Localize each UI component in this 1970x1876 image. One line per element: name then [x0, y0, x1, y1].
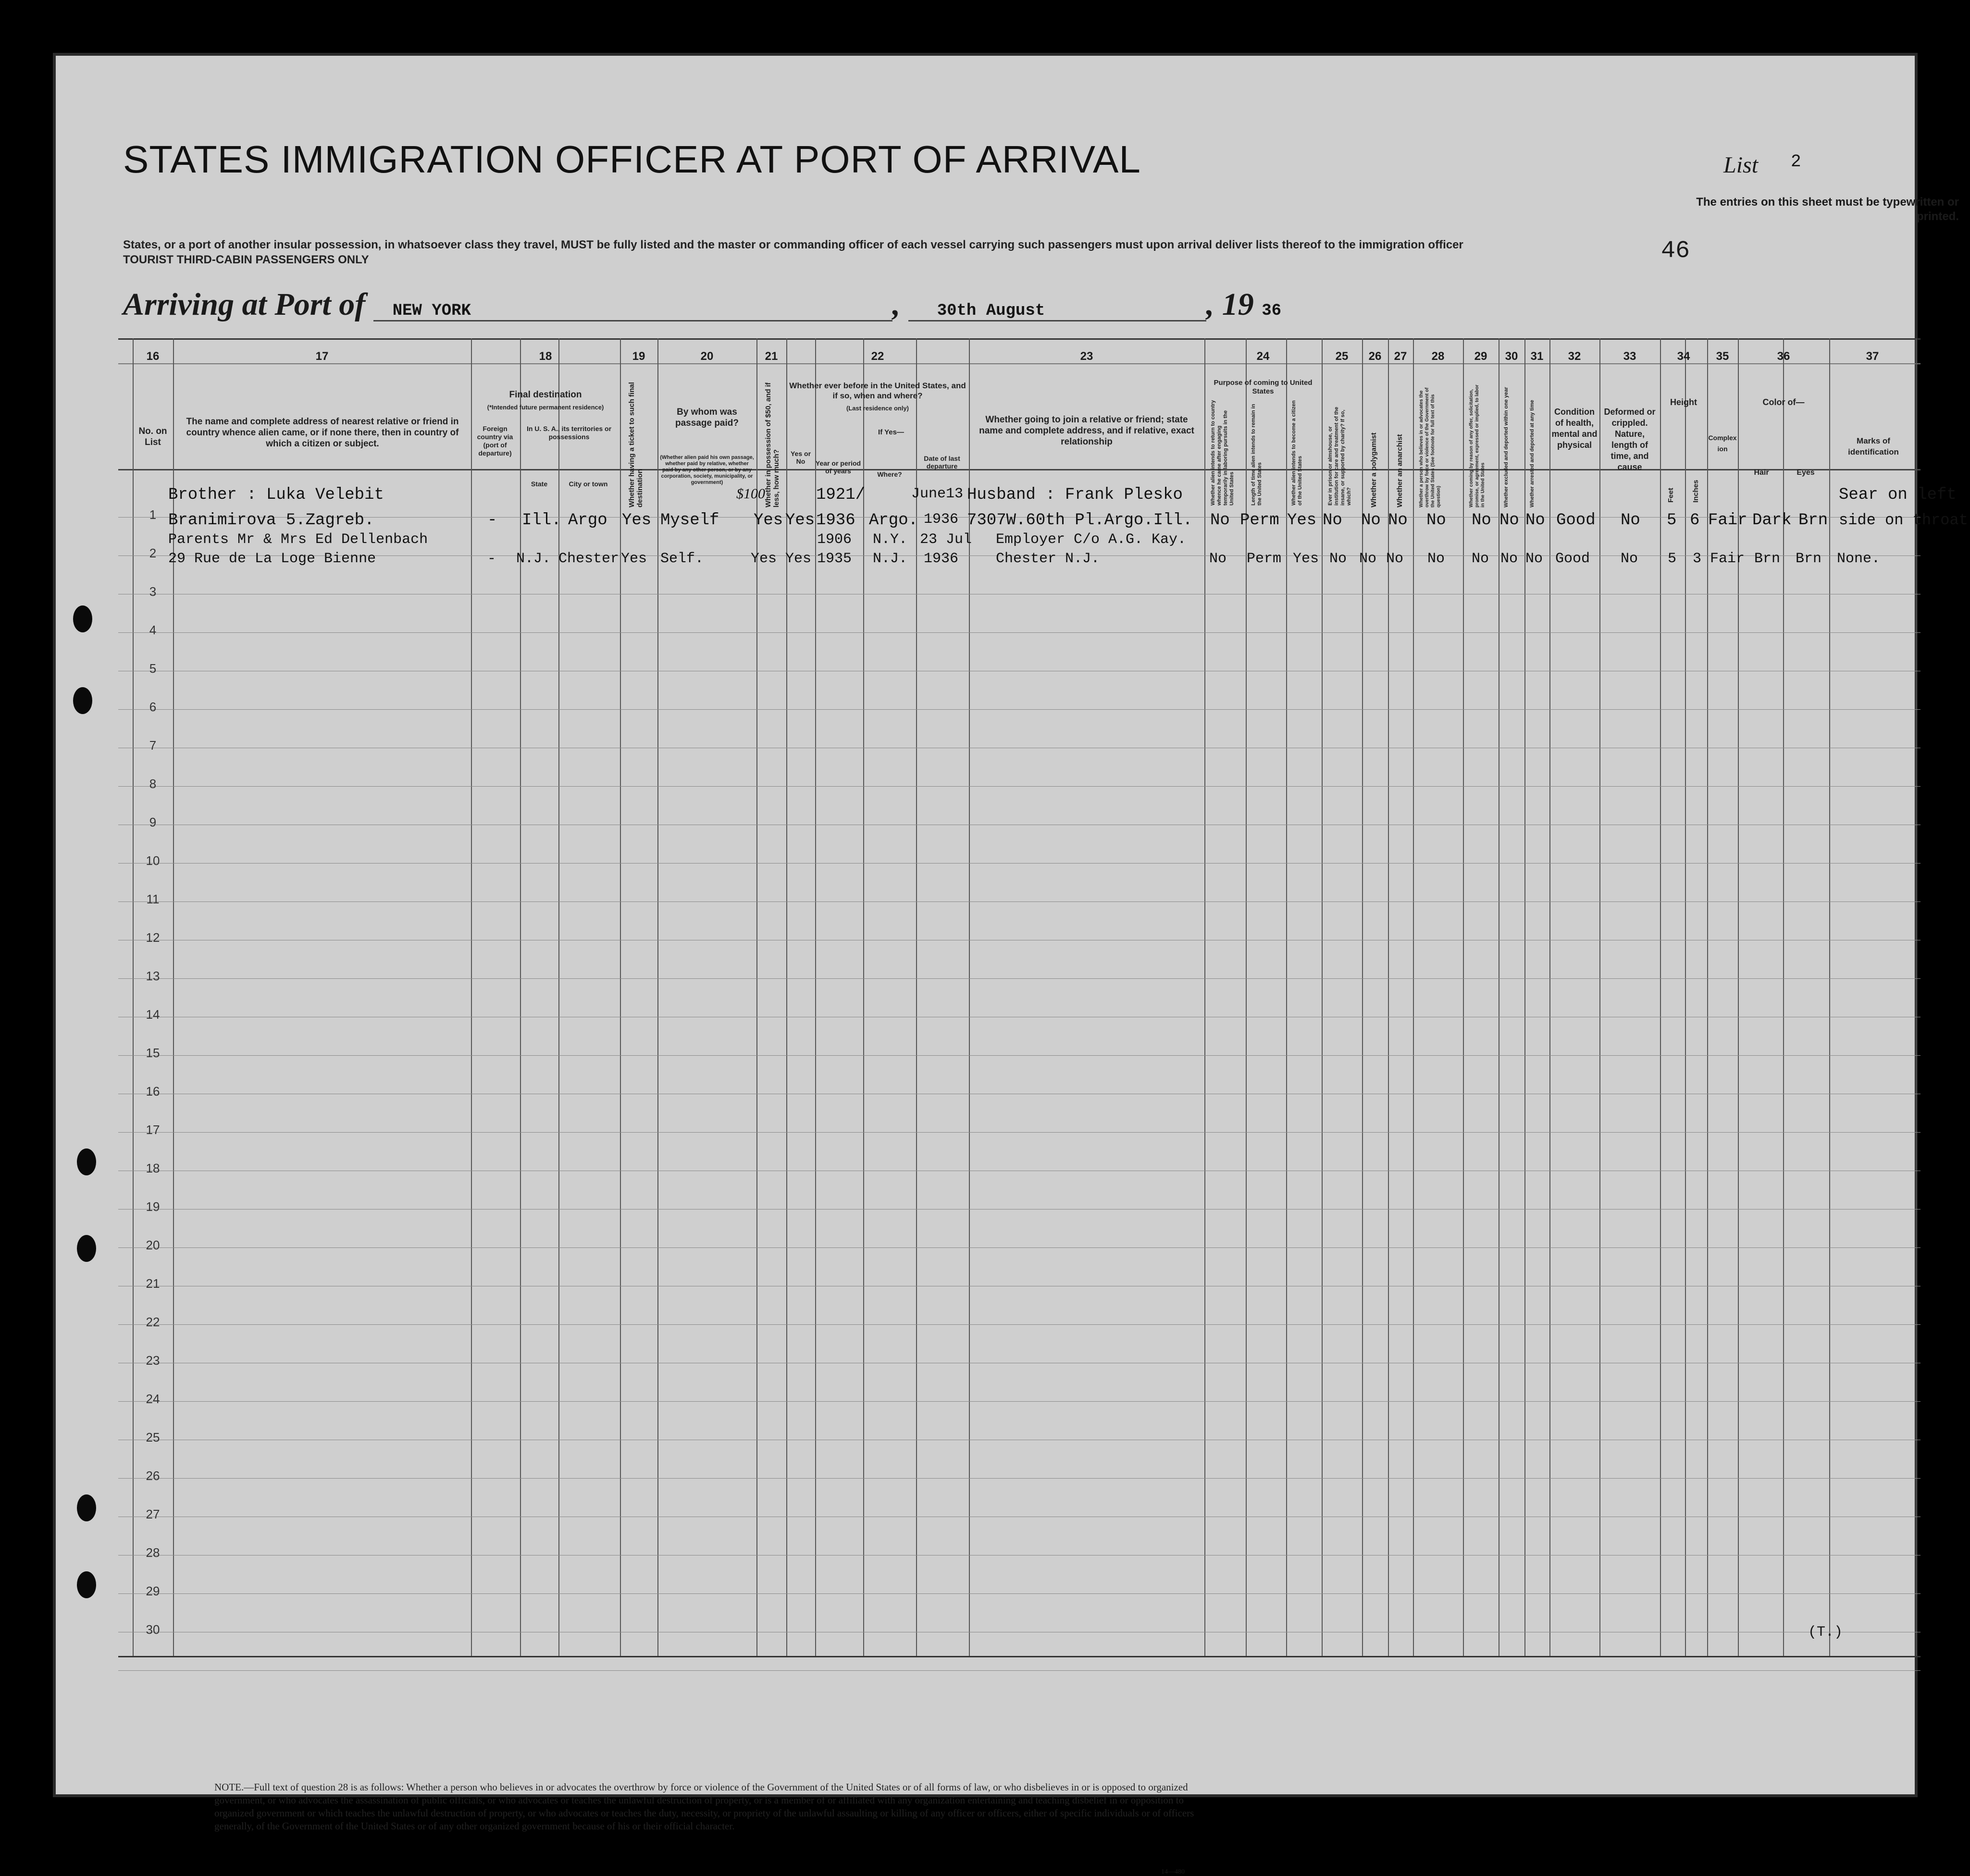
- row2-health: Good: [1555, 551, 1590, 567]
- colnum-23: 23: [1080, 350, 1093, 363]
- row1-money-note: $100: [736, 486, 765, 502]
- punch-hole: [73, 687, 92, 714]
- row2-anarchist: No: [1386, 551, 1404, 567]
- column-rule: [1829, 338, 1830, 1656]
- punch-hole: [77, 1235, 96, 1262]
- colnum-27: 27: [1394, 350, 1407, 363]
- row-number: 10: [146, 853, 160, 868]
- hdr-complexion: Complexion: [1708, 434, 1737, 453]
- colnum-33: 33: [1623, 350, 1636, 363]
- sheet-number: 46: [1661, 237, 1690, 265]
- hdr-final-destination-sub: (*Intended future permanent residence): [487, 404, 604, 411]
- column-rule: [1362, 338, 1363, 1656]
- column-rule: [657, 338, 658, 1656]
- row2-departure-line1: 23 Jul: [920, 531, 972, 548]
- row2-relative-line1: Parents Mr & Mrs Ed Dellenbach: [168, 531, 428, 548]
- hdr-health: Condition of health, mental and physical: [1551, 407, 1598, 450]
- row2-where-line2: N.J.: [873, 551, 908, 567]
- colnum-divider: [118, 363, 1920, 364]
- row-number: 7: [149, 738, 157, 753]
- list-label: List: [1723, 152, 1759, 178]
- row1-length: Perm: [1240, 511, 1279, 530]
- row-number: 17: [146, 1123, 160, 1137]
- row-rule: [118, 978, 1920, 979]
- row-number: 13: [146, 969, 160, 983]
- row-rule: [118, 1132, 1920, 1133]
- row1-departure-line1: June13: [911, 486, 964, 502]
- row2-before: Yes: [785, 551, 812, 567]
- row1-inches: 6: [1690, 511, 1700, 530]
- row-number: 23: [146, 1353, 160, 1368]
- hdr-marks: Marks of identification: [1848, 436, 1899, 457]
- hdr-feet: Feet: [1667, 488, 1675, 503]
- column-rule: [786, 338, 787, 1656]
- colnum-17: 17: [315, 350, 329, 363]
- row1-overthrow: No: [1426, 511, 1446, 530]
- row2-city: Chester: [558, 551, 619, 567]
- row-number: 30: [146, 1622, 160, 1637]
- row1-deformed: No: [1621, 511, 1640, 530]
- punch-hole: [73, 605, 92, 632]
- column-rule: [558, 338, 559, 1656]
- footnote: NOTE.—Full text of question 28 is as follows: Whether a person who believes in or advocates the overthrow by force or violence of the Government of the United States or of all forms of law, or who disbelieves in or is opposed to organized government, or who advocates the assassination of public officials, or who advocates or teaches the unlawful destruction of property, or is a member of or affiliated with any organization entertaining and teaching disbelief in or opposition to organized government or which teaches the unlawful destruction of property, or who advocates or teaches the duty, necessity, or propriety of the unlawful assaulting or killing of any officer or officers, either of specific individuals or of officers generally, of the Government of the United States or of any other organized government because of his or their official character.: [214, 1781, 1194, 1832]
- hdr-inches: Inches: [1692, 480, 1700, 503]
- row-number: 2: [149, 546, 157, 560]
- row-number: 16: [146, 1084, 160, 1098]
- intro-text: [123, 237, 1647, 267]
- colnum-25: 25: [1335, 350, 1349, 363]
- column-rule: [1524, 338, 1525, 1656]
- column-rule: [471, 338, 472, 1656]
- arriving-line: Arriving at Port of NEW YORK , 30th August , 19 36: [123, 287, 1282, 322]
- hdr-if-yes: If Yes—: [878, 428, 904, 436]
- colnum-16: 16: [146, 350, 160, 363]
- row1-return: No: [1210, 511, 1230, 530]
- colnum-37: 37: [1866, 350, 1879, 363]
- list-note: The entries on this sheet must be typewritten or printed.: [1696, 196, 1959, 223]
- column-rule: [1916, 338, 1917, 1656]
- row1-money: Yes: [754, 511, 783, 530]
- row-rule: [118, 1324, 1920, 1325]
- hdr-yes-no: Yes or No: [790, 450, 811, 465]
- hdr-nearest-relative: The name and complete address of nearest relative or friend in country whence alien came, or if none there, then in country of which a citizen or subject.: [186, 417, 459, 449]
- hdr-where: Where?: [877, 470, 902, 478]
- hdr-money: Whether in possession of $50, and if less, how much?: [764, 382, 781, 507]
- hdr-excluded: Whether excluded and deported within one year: [1503, 387, 1509, 507]
- row1-state: Ill.: [522, 511, 561, 530]
- colnum-35: 35: [1716, 350, 1729, 363]
- hdr-eyes: Eyes: [1797, 469, 1815, 477]
- hdr-city: City or town: [569, 480, 608, 488]
- row2-eyes: Brn: [1796, 551, 1822, 567]
- hdr-ever-before-sub: (Last residence only): [846, 405, 909, 412]
- row2-joining-line1: Employer C/o A.G. Kay.: [996, 531, 1187, 548]
- hdr-polygamist: Whether a polygamist: [1370, 432, 1378, 507]
- colnum-32: 32: [1568, 350, 1581, 363]
- row-number: 19: [146, 1199, 160, 1214]
- row-number: 11: [146, 892, 160, 906]
- port-value: NEW YORK: [373, 302, 892, 321]
- column-rule: [1738, 338, 1739, 1656]
- column-rule: [1549, 338, 1550, 1656]
- row-number: 15: [146, 1046, 160, 1060]
- row2-marks-line1: None.: [1837, 551, 1881, 567]
- row1-offer: No: [1472, 511, 1491, 530]
- row1-marks-line1: Sear on left: [1839, 486, 1957, 504]
- hdr-deformed: Deformed or crippled. Nature, length of time, and cause: [1604, 407, 1656, 472]
- row1-where: Argo.: [869, 511, 918, 530]
- row2-where-line1: N.Y.: [873, 531, 908, 548]
- column-rule: [1599, 338, 1600, 1656]
- row1-anarchist: No: [1388, 511, 1408, 530]
- row-rule: [118, 1478, 1920, 1479]
- row2-years-line2: 1935: [817, 551, 852, 567]
- row-number: 9: [149, 815, 157, 829]
- row1-eyes: Brn: [1798, 511, 1828, 530]
- column-rule: [133, 338, 134, 1656]
- row1-years-line1: 1921/: [816, 486, 866, 504]
- hdr-passage-paid: By whom was passage paid?: [675, 407, 739, 428]
- row1-relative-line2: Branimirova 5.Zagreb.: [168, 511, 374, 530]
- row1-years-line2: 1936: [816, 511, 855, 530]
- row-number: 20: [146, 1238, 160, 1252]
- column-rule: [1707, 338, 1708, 1656]
- hdr-offer: Whether coming by reason of any offer, solicitation, promise, or agreement, expressed or implied, to labor in the United States: [1469, 384, 1486, 507]
- grid-top-border: [118, 338, 1920, 340]
- hdr-ever-before: Whether ever before in the United States, and if so, when and where?: [789, 381, 966, 400]
- row-number: 8: [149, 777, 157, 791]
- hdr-deported: Whether arrested and deported at any time: [1529, 400, 1535, 507]
- row2-length: Perm: [1247, 551, 1282, 567]
- row1-before: Yes: [785, 511, 815, 530]
- row2-offer: No: [1472, 551, 1489, 567]
- colnum-18: 18: [539, 350, 552, 363]
- row1-feet: 5: [1667, 511, 1677, 530]
- hdr-final-destination: Final destination: [509, 390, 582, 400]
- row-number: 21: [146, 1276, 160, 1291]
- row2-inches: 3: [1693, 551, 1702, 567]
- row-number: 14: [146, 1007, 160, 1022]
- colnum-20: 20: [700, 350, 714, 363]
- colnum-36: 36: [1777, 350, 1790, 363]
- row1-marks-line2: side on throat: [1839, 511, 1968, 529]
- column-rule: [1322, 338, 1323, 1656]
- hdr-overthrow: Whether a person who believes in or advocates the overthrow by force or violence of the Government of the United States (See footnote for full text of this question): [1419, 387, 1441, 507]
- hdr-height: Height: [1670, 397, 1697, 407]
- hdr-foreign-country: Foreign country via (port of departure): [477, 425, 513, 457]
- hdr-purpose: Purpose of coming to United States: [1214, 379, 1313, 395]
- row1-city: Argo: [568, 511, 607, 530]
- intro-line-1: States, or a port of another insular possession, in whatsoever class they travel, MUST be fully listed and the master or commanding officer of each vessel carrying such passengers must upon arrival deliver lists thereof to the immigration officer: [123, 238, 1463, 251]
- column-rule: [1463, 338, 1464, 1656]
- punch-hole: [77, 1494, 96, 1521]
- colnum-24: 24: [1256, 350, 1270, 363]
- column-rule: [520, 338, 521, 1656]
- page-title: STATES IMMIGRATION OFFICER AT PORT OF ARRIVAL: [123, 138, 1141, 181]
- row-rule: [118, 1209, 1920, 1210]
- colnum-19: 19: [632, 350, 645, 363]
- row-number: 1: [149, 507, 157, 522]
- row-number: 27: [146, 1507, 160, 1521]
- row1-relative-line1: Brother : Luka Velebit: [168, 486, 384, 504]
- row1-complexion: Fair: [1708, 511, 1747, 530]
- column-rule: [1660, 338, 1661, 1656]
- row2-citizen: Yes: [1293, 551, 1319, 567]
- date-value: 30th August: [908, 302, 1206, 321]
- row-rule: [118, 632, 1920, 633]
- row-rule: [118, 901, 1920, 902]
- row-number: 6: [149, 700, 157, 714]
- row2-polygamist: No: [1359, 551, 1377, 567]
- row-rule: [118, 1055, 1920, 1056]
- row-number: 28: [146, 1545, 160, 1560]
- hdr-last-departure: Date of last departure: [924, 455, 960, 470]
- hdr-return-intent: Whether alien intends to return to country whence he came after engaging temporarily in laboring pursuits in the United States: [1210, 400, 1235, 506]
- hdr-in-usa: In U. S. A., its territories or possessions: [526, 425, 612, 441]
- hdr-ticket: Whether having a ticket to such final destination: [628, 382, 644, 507]
- colnum-30: 30: [1505, 350, 1518, 363]
- row-number: 12: [146, 930, 160, 945]
- row-number: 29: [146, 1584, 160, 1598]
- row2-ticket: Yes: [621, 551, 647, 567]
- row-rule: [118, 786, 1920, 787]
- row-number: 24: [146, 1392, 160, 1406]
- column-rule: [756, 338, 757, 1656]
- row-number: 22: [146, 1315, 160, 1329]
- row1-excluded: No: [1499, 511, 1519, 530]
- grid-bottom-border: [118, 1656, 1920, 1657]
- hdr-citizen-intent: Whether alien intends to become a citizen of the United States: [1291, 400, 1303, 506]
- row2-complexion: Fair: [1710, 551, 1745, 567]
- row2-state: N.J.: [516, 551, 551, 567]
- row1-deported: No: [1525, 511, 1545, 530]
- row1-joining-line1: Husband : Frank Plesko: [967, 486, 1183, 504]
- colnum-29: 29: [1474, 350, 1487, 363]
- row2-foreign: -: [487, 551, 496, 567]
- row-rule: [118, 1401, 1920, 1402]
- intro-line-2: TOURIST THIRD-CABIN PASSENGERS ONLY: [123, 253, 369, 266]
- column-rule: [815, 338, 816, 1656]
- row2-overthrow: No: [1427, 551, 1445, 567]
- row1-ticket: Yes: [622, 511, 652, 530]
- year-suffix: 36: [1262, 302, 1282, 320]
- row1-paid-by: Myself: [660, 511, 719, 530]
- colnum-26: 26: [1368, 350, 1382, 363]
- column-rule: [1286, 338, 1287, 1656]
- column-rule: [1246, 338, 1247, 1656]
- column-rule: [863, 338, 864, 1656]
- row2-paid-by: Self.: [660, 551, 704, 567]
- hdr-color: Color of—: [1762, 397, 1805, 407]
- row1-hair: Dark: [1752, 511, 1792, 530]
- row2-feet: 5: [1668, 551, 1677, 567]
- hdr-anarchist: Whether an anarchist: [1396, 434, 1404, 507]
- row1-prison: No: [1323, 511, 1342, 530]
- row2-relative-line2: 29 Rue de La Loge Bienne: [168, 551, 376, 567]
- row2-money: Yes: [751, 551, 777, 567]
- year-prefix: 19: [1222, 287, 1254, 322]
- hdr-state: State: [531, 480, 548, 488]
- hdr-passage-paid-sub: (Whether alien paid his own passage, whether paid by relative, whether paid by any other person, or by any corporation, society, municipality, or government): [660, 455, 754, 485]
- column-rule: [916, 338, 917, 1656]
- column-rule: [620, 338, 621, 1656]
- colnum-21: 21: [765, 350, 778, 363]
- row-rule: [118, 709, 1920, 710]
- column-rule: [1413, 338, 1414, 1656]
- row1-citizen: Yes: [1287, 511, 1317, 530]
- row1-polygamist: No: [1361, 511, 1381, 530]
- mark-t: (T.): [1808, 1624, 1843, 1641]
- hdr-prison: Ever in prison or almshouse, or institution for care and treatment of the insane, or supported by charity? If so, which?: [1327, 407, 1352, 506]
- hdr-hair: Hair: [1754, 469, 1769, 477]
- row2-prison: No: [1329, 551, 1347, 567]
- column-rule: [1783, 338, 1784, 1656]
- colnum-31: 31: [1530, 350, 1544, 363]
- row2-deformed: No: [1621, 551, 1638, 567]
- row2-deported: No: [1525, 551, 1543, 567]
- colnum-28: 28: [1431, 350, 1445, 363]
- row-number: 18: [146, 1161, 160, 1175]
- row1-health: Good: [1556, 511, 1596, 530]
- colnum-22: 22: [871, 350, 884, 363]
- form-number: 14—480: [1161, 1868, 1185, 1876]
- row1-departure-line2: 1936: [924, 511, 959, 528]
- hdr-length-stay: Length of time alien intends to remain in the United States: [1251, 404, 1263, 506]
- row-number: 3: [149, 584, 157, 599]
- row1-foreign: -: [487, 511, 497, 530]
- row-rule: [118, 1593, 1920, 1594]
- row2-hair: Brn: [1754, 551, 1781, 567]
- column-rule: [1388, 338, 1389, 1656]
- arriving-label: Arriving at Port of: [123, 287, 366, 322]
- row2-excluded: No: [1500, 551, 1518, 567]
- row1-joining-line2: 7307W.60th Pl.Argo.Ill.: [967, 511, 1193, 530]
- manifest-sheet: [53, 53, 1968, 1876]
- row-number: 25: [146, 1430, 160, 1444]
- punch-hole: [77, 1571, 96, 1598]
- row-rule: [118, 863, 1920, 864]
- row-rule: [118, 1247, 1920, 1248]
- column-rule: [1204, 338, 1205, 1656]
- hdr-year-period: Year or period of years: [815, 459, 861, 475]
- row-number: 5: [149, 661, 157, 676]
- hdr-no-on-list: No. on List: [138, 426, 167, 447]
- column-rule: [1685, 338, 1686, 1656]
- hdr-joining: Whether going to join a relative or friend; state name and complete address, and if relative, exact relationship: [979, 415, 1194, 447]
- row2-return: No: [1209, 551, 1227, 567]
- row-number: 26: [146, 1469, 160, 1483]
- colnum-34: 34: [1677, 350, 1690, 363]
- row-number: 4: [149, 623, 157, 637]
- row2-years-line1: 1906: [817, 531, 852, 548]
- row-rule: [118, 1670, 1920, 1671]
- list-number: 2: [1791, 152, 1801, 172]
- row2-joining-line2: Chester N.J.: [996, 551, 1100, 567]
- punch-hole: [77, 1148, 96, 1175]
- row2-departure-line2: 1936: [924, 551, 959, 567]
